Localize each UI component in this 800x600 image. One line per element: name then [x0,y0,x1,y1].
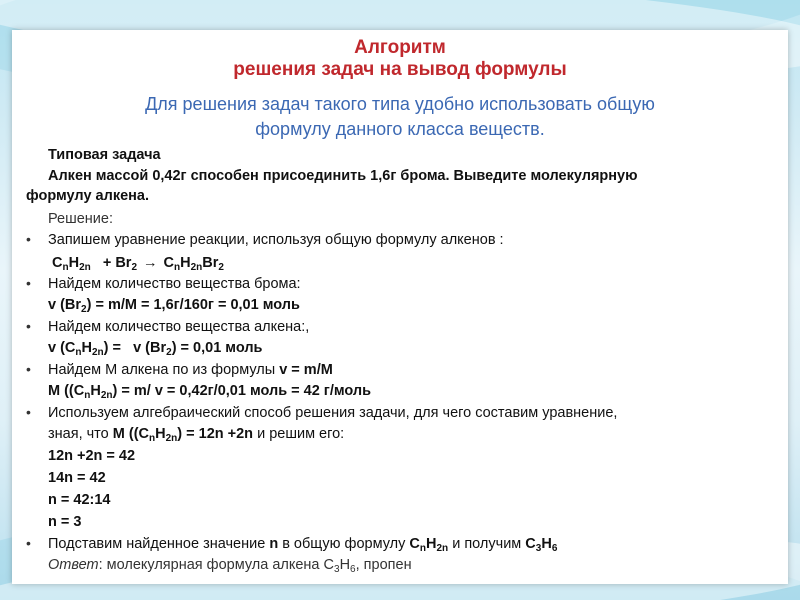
answer: Ответ: молекулярная формула алкена $C_3H_6$, пропен [48,557,412,575]
equation-line: n = 3 [48,514,82,530]
solution-label: Решение: [48,211,113,227]
slide-title: Алгоритм [354,37,446,58]
bullet: • [26,404,31,420]
slide-subtitle: Для решения задач такого типа удобно использовать общую [145,94,655,114]
problem-text-line2: формулу алкена. [26,188,149,204]
step-2: Найдем количество вещества брома: [48,276,301,292]
molar-mass-calc: M ($(C_nH_{2n}) = m/$ v = 0,42г/0,01 моль = 42 г/моль [48,383,372,401]
step-6: Подставим найденное значение n в общую формулу $C_nH_{2n}$ и получим $C_3H_6$ [48,536,558,554]
step-5-line2: зная, что M ($(C_nH_{2n}) = 12n +2n$ и решим его: [48,426,345,444]
step-3: Найдем количество вещества алкена:, [48,319,310,335]
problem-heading: Типовая задача [48,147,161,163]
bullet: • [26,361,31,377]
alkene-amount-calc: v $(C_nH_{2n}) = v$ $(Br_2) = 0,01$ моль [48,340,263,358]
bullet: • [26,231,31,247]
bullet: • [26,318,31,334]
slide-subtitle-line2: формулу данного класса веществ. [255,119,545,139]
reaction-equation: $C_nH_{2n} + Br_2 \to C_nH_{2n}Br_2$ [52,255,224,273]
bullet: • [26,535,31,551]
slide-title-line2: решения задач на вывод формулы [233,59,567,80]
equation-line: 12n +2n = 42 [48,448,136,464]
equation-line: n = 42:14 [48,492,111,508]
problem-text: Алкен массой 0,42г способен присоединить 1,6г брома. Выведите молекулярную [48,168,638,184]
step-1: Запишем уравнение реакции, используя общую формулу алкенов : [48,232,504,248]
equation-line: 14n = 42 [48,470,106,486]
bromine-amount-calc: v $(Br_2) = m/M = 1,6г/160г = 0,01$ моль [48,297,300,315]
step-4: Найдем М алкена по из формулы v = m/M [48,362,333,378]
bullet: • [26,275,31,291]
step-5: Используем алгебраический способ решения задачи, для чего составим уравнение, [48,405,618,421]
